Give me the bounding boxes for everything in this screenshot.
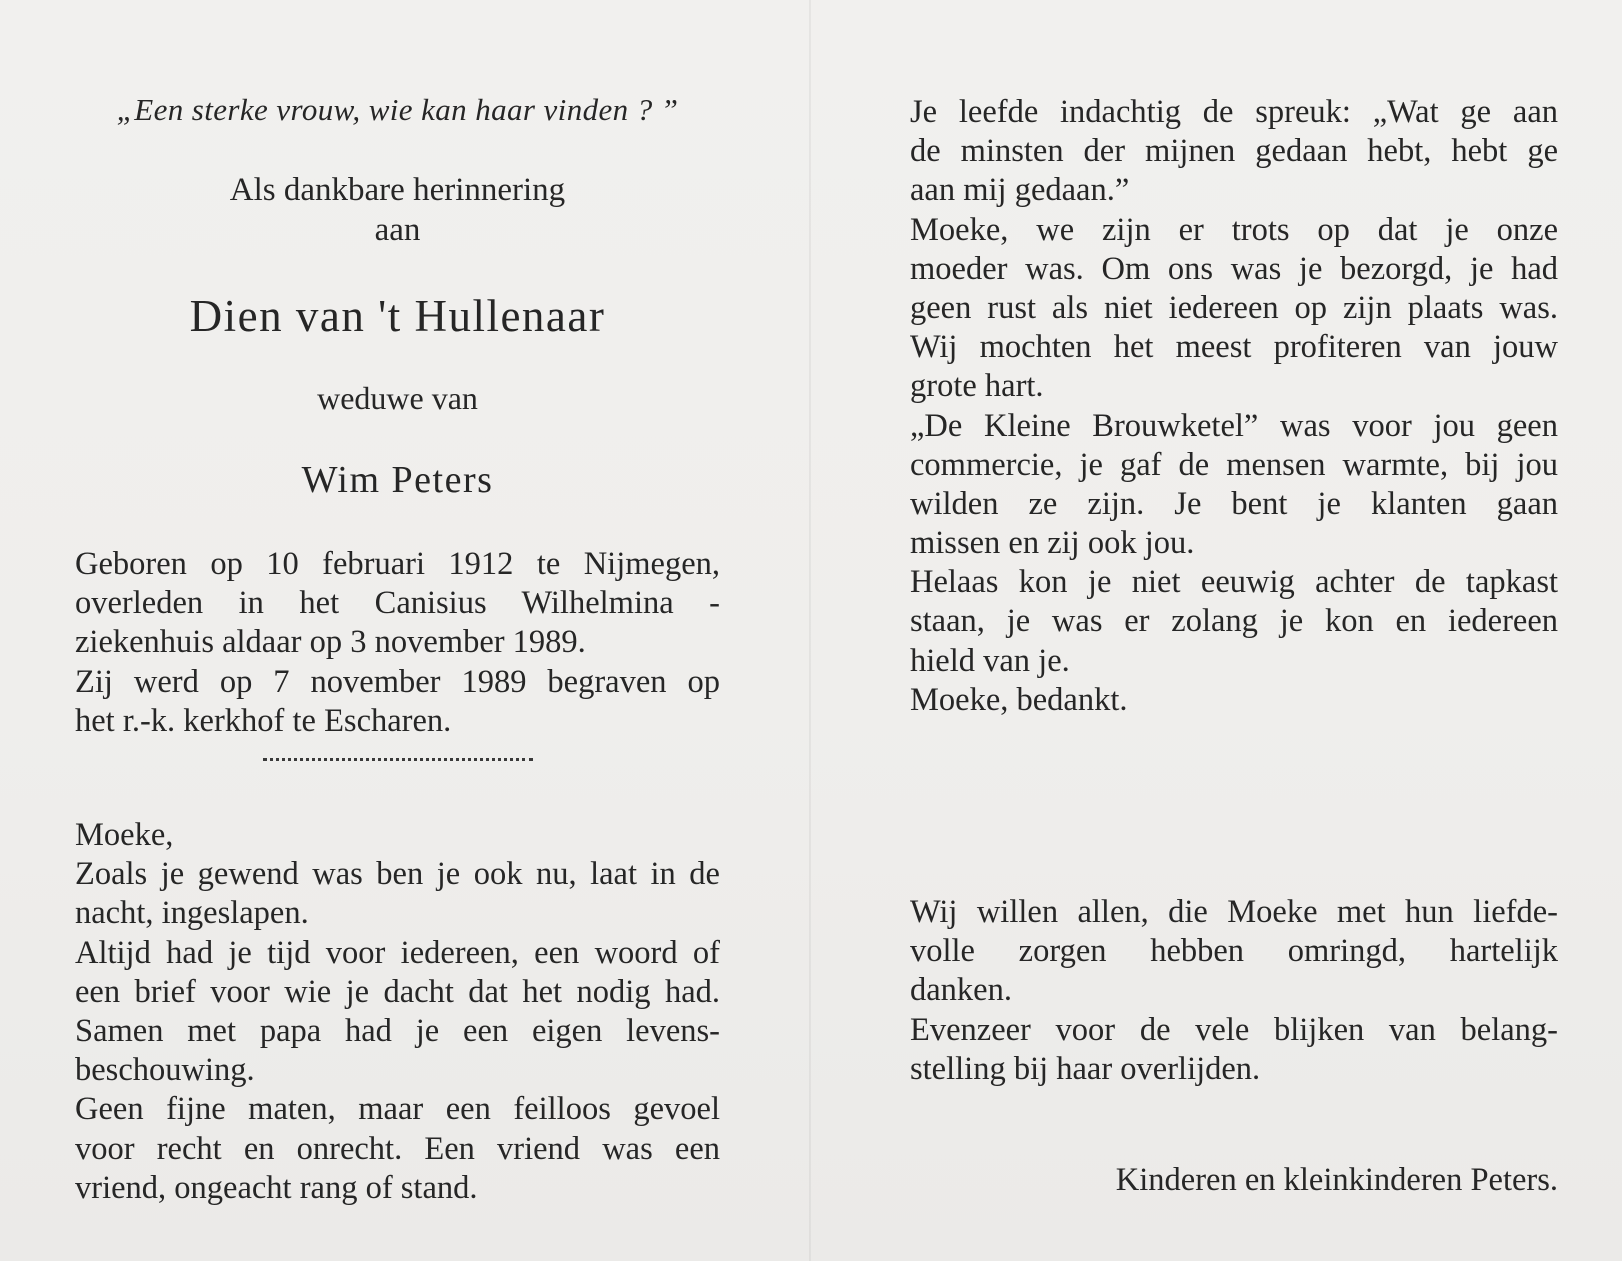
text-line: Moeke, bedankt.	[910, 681, 1128, 718]
text-line: stelling bij haar overlijden.	[910, 1050, 1261, 1087]
thanks-paragraph	[910, 893, 1558, 1089]
text-line: Je leefde indachtig de spreuk: „Wat ge aan	[910, 94, 1558, 130]
text-line: aan mij gedaan.”	[910, 172, 1130, 209]
card-fold	[809, 0, 811, 1261]
text-line: Evenzeer voor de vele blijken van belang-	[910, 1011, 1558, 1048]
text-line: „De Kleine Brouwketel” was voor jou geen	[910, 407, 1558, 444]
text-line: Geen fijne maten, maar een feilloos gevoel	[75, 1091, 720, 1128]
text-line: staan, je was er zolang je kon en iedereen	[910, 603, 1558, 640]
text-line: het r.-k. kerkhof te Escharen.	[75, 702, 452, 739]
text-line: nacht, ingeslapen.	[75, 895, 309, 932]
text-line: hield van je.	[910, 642, 1070, 679]
husband-name: Wim Peters	[301, 459, 494, 501]
text-line: Samen met papa had je een eigen levens-	[75, 1012, 720, 1049]
text-line: geen rust als niet iedereen op zijn plaats was.	[910, 289, 1558, 326]
memory-line-2: aan	[374, 212, 421, 248]
letter-paragraph	[75, 816, 720, 1208]
text-line: overleden in het Canisius Wilhelmina -	[75, 585, 720, 622]
tribute-paragraph	[910, 93, 1558, 720]
text-line: commercie, je gaf de mensen warmte, bij jou	[910, 446, 1558, 483]
text-line: Helaas kon je niet eeuwig achter de tapkast	[910, 564, 1558, 601]
text-line: Moeke,	[75, 817, 174, 853]
text-line: Geboren op 10 februari 1912 te Nijmegen,	[75, 546, 720, 582]
text-line: Zij werd op 7 november 1989 begraven op	[75, 663, 720, 700]
text-line: missen en zij ook jou.	[910, 525, 1195, 562]
widow-of-label: weduwe van	[317, 380, 478, 416]
text-line: een brief voor wie je dacht dat het nodig had.	[75, 973, 720, 1010]
text-line: wilden ze zijn. Je bent je klanten gaan	[910, 485, 1558, 522]
birth-death-paragraph	[75, 545, 720, 741]
signature: Kinderen en kleinkinderen Peters.	[1115, 1162, 1558, 1198]
text-line: voor recht en onrecht. Een vriend was een	[75, 1130, 720, 1167]
dotted-divider	[263, 758, 533, 761]
text-line: Zoals je gewend was ben je ook nu, laat in de	[75, 856, 720, 893]
text-line: de minsten der mijnen gedaan hebt, hebt ge	[910, 133, 1558, 170]
text-line: moeder was. Om ons was je bezorgd, je had	[910, 250, 1558, 287]
deceased-name: Dien van 't Hullenaar	[189, 291, 606, 341]
text-line: grote hart.	[910, 368, 1044, 405]
text-line: danken.	[910, 972, 1012, 1009]
text-line: Moeke, we zijn er trots op dat je onze	[910, 211, 1558, 248]
text-line: Wij willen allen, die Moeke met hun liefde-	[910, 894, 1558, 930]
text-line: Altijd had je tijd voor iedereen, een woord of	[75, 934, 720, 971]
text-line: Wij mochten het meest profiteren van jouw	[910, 329, 1558, 366]
text-line: vriend, ongeacht rang of stand.	[75, 1169, 478, 1206]
text-line: beschouwing.	[75, 1052, 255, 1089]
text-line: volle zorgen hebben omringd, hartelijk	[910, 933, 1558, 970]
text-line: ziekenhuis aldaar op 3 november 1989.	[75, 624, 586, 661]
motto: „Een sterke vrouw, wie kan haar vinden ? ”	[116, 92, 679, 127]
memory-line-1: Als dankbare herinnering	[229, 172, 566, 208]
